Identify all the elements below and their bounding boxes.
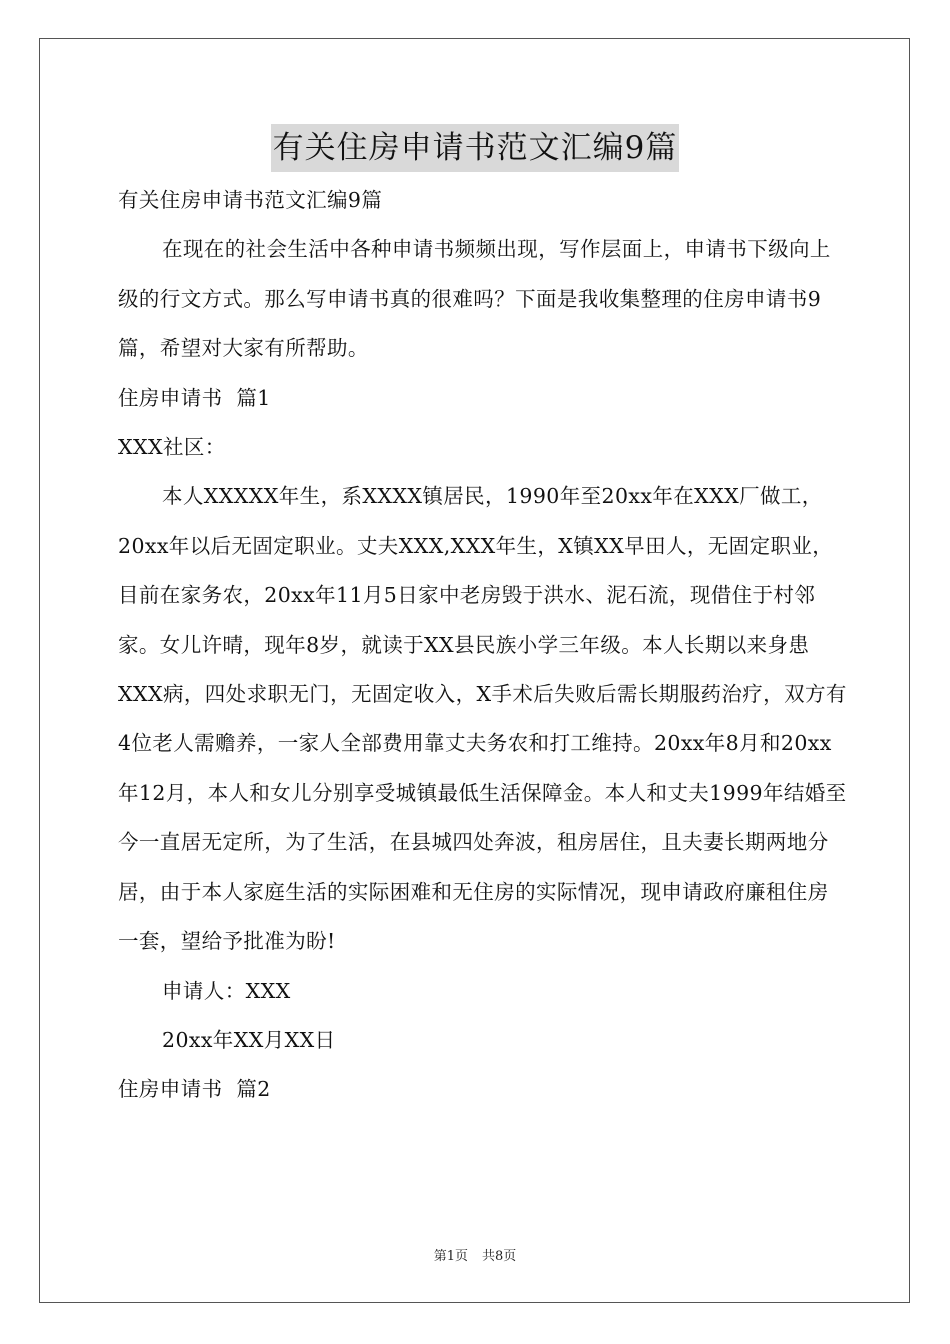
page-total: 共8页 (482, 1249, 517, 1264)
page-footer (0, 1245, 950, 1264)
title-container (0, 124, 950, 172)
body-paragraph: 本人XXXXX年生，系XXXX镇居民，1990年至20xx年在XXX厂做工，20xx年以后无固定职业。丈夫XXX,XXX年生，X镇XX早田人，无固定职业，目前在家务农，20xx年11月5日家中老房毁于洪水、泥石流，现借住于村邻家。女儿许晴，现年8岁，就读于XX县民族小学三年级。本人长期以来身患XXX病，四处求职无门，无固定收入，X手术后失败后需长期服药治疗，双方有4位老人需赡养，一家人全部费用靠丈夫务农和打工维持。20xx年8月和20xx年12月，本人和女儿分别享受城镇最低生活保障金。本人和丈夫1999年结婚至今一直居无定所，为了生活，在县城四处奔波，租房居住，且夫妻长期两地分居，由于本人家庭生活的实际困难和无住房的实际情况，现申请政府廉租住房一套，望给予批准为盼! (118, 484, 847, 954)
section-heading-2: 住房申请书 篇2 (118, 1077, 271, 1102)
document-subtitle: 有关住房申请书范文汇编9篇 (118, 188, 383, 212)
section-heading-1: 住房申请书 篇1 (118, 385, 271, 410)
intro-paragraph: 在现在的社会生活中各种申请书频频出现，写作层面上，申请书下级向上级的行文方式。那么写申请书真的很难吗？下面是我收集整理的住房申请书9篇，希望对大家有所帮助。 (118, 237, 831, 361)
salutation: XXX社区： (118, 435, 226, 460)
document-title: 有关住房申请书范文汇编9篇 (271, 124, 680, 172)
applicant-signature: 申请人：XXX (162, 978, 291, 1003)
document-body (118, 176, 848, 1115)
application-date: 20xx年XX月XX日 (162, 1027, 336, 1052)
page-number: 第1页 (433, 1249, 468, 1264)
